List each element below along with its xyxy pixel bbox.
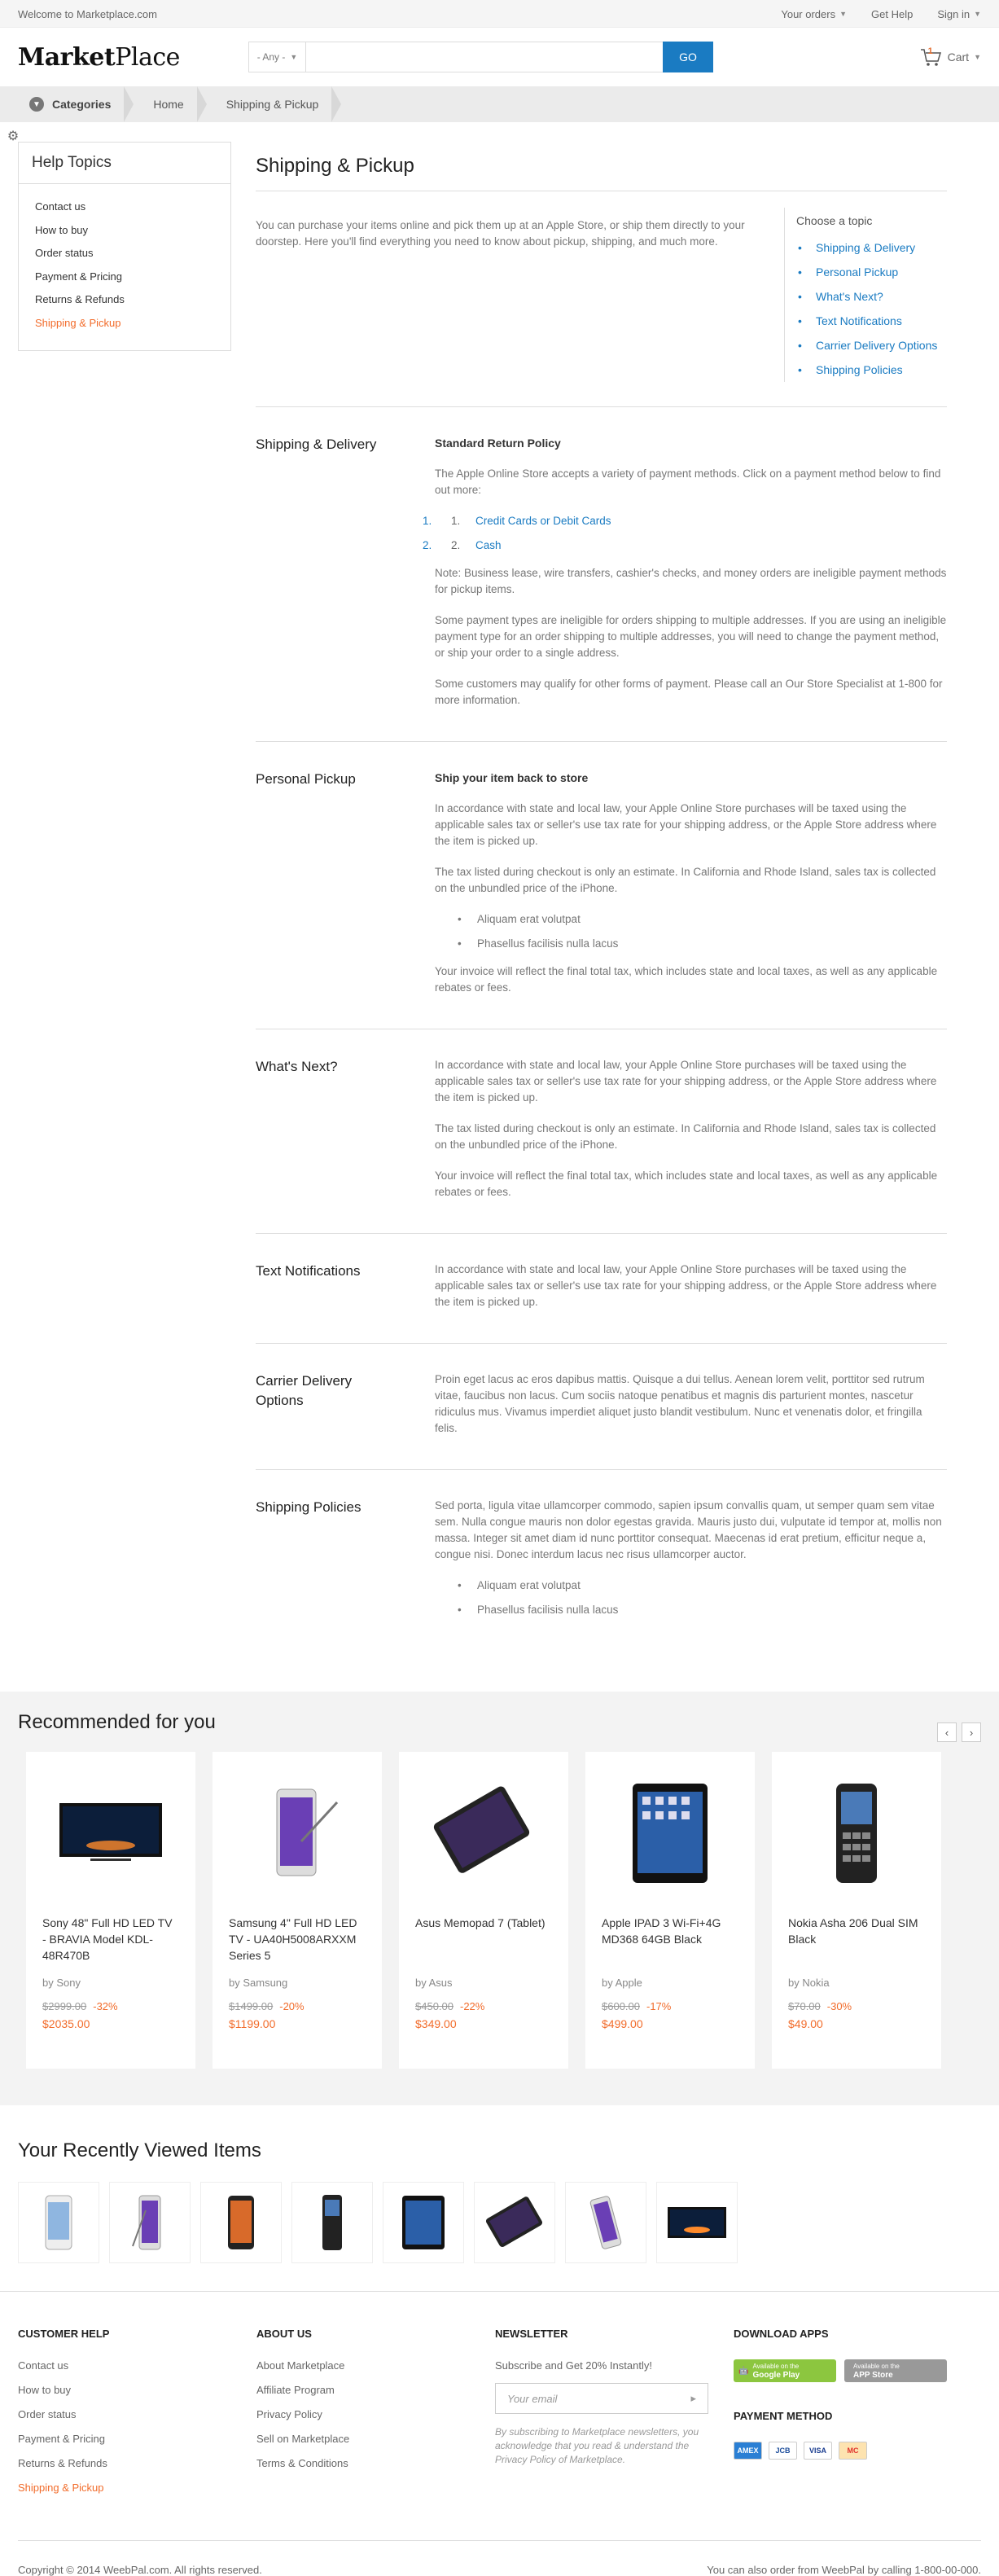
welcome-text: Welcome to Marketplace.com <box>18 7 157 20</box>
page-title: Shipping & Pickup <box>256 142 947 191</box>
newsletter-email-input[interactable] <box>495 2383 708 2414</box>
footer-apps-title: DOWNLOAD APPS <box>734 2328 829 2340</box>
chevron-down-icon: ▼ <box>839 10 848 18</box>
payment-link-label: Credit Cards or Debit Cards <box>475 515 611 527</box>
jcb-icon: JCB <box>769 2442 797 2460</box>
arrow-down-circle-icon: ▼ <box>29 97 44 112</box>
product-discount: -20% <box>279 2000 305 2012</box>
chevron-down-icon: ▼ <box>974 53 981 61</box>
cart-count-badge: 1 <box>927 46 933 56</box>
copyright-text: Copyright © 2014 WeebPal.com. All rights reserved. <box>18 2564 262 2576</box>
footer-help-title: CUSTOMER HELP <box>18 2328 110 2340</box>
section-paragraph: Some customers may qualify for other forms of payment. Please call an Our Store Specialist at 1-800 for more information. <box>435 678 943 706</box>
breadcrumb-home[interactable]: Home <box>134 86 206 122</box>
section-label: Shipping & Delivery <box>256 437 377 452</box>
search-bar <box>248 42 713 72</box>
list-item: • Phasellus facilisis nulla lacus <box>435 1602 947 1618</box>
product-price: $499.00 <box>602 2017 643 2030</box>
cart-label: Cart <box>947 50 970 64</box>
section-heading: Ship your item back to store <box>435 771 589 784</box>
product-name: Samsung 4" Full HD LED TV - UA40H5008ARXXM Series 5 <box>229 1916 357 1962</box>
product-discount: -30% <box>826 2000 852 2012</box>
footer-link[interactable]: Privacy Policy <box>256 2408 322 2420</box>
product-name: Asus Memopad 7 (Tablet) <box>415 1916 546 1929</box>
recommended-title: Recommended for you <box>18 1711 216 1733</box>
breadcrumb-current: Shipping & Pickup <box>207 86 342 122</box>
section-paragraph: Your invoice will reflect the final total tax, which includes state and local taxes, as well as any applicable rebates or fees. <box>435 1170 938 1198</box>
product-price: $349.00 <box>415 2017 457 2030</box>
section-personal-pickup <box>256 742 947 1029</box>
topic-list <box>784 208 947 382</box>
section-heading: Standard Return Policy <box>435 437 561 450</box>
appstore-label: APP Store <box>853 2371 893 2380</box>
section-paragraph: The Apple Online Store accepts a variety of payment methods. Click on a payment method below to find out more: <box>435 467 941 496</box>
payment-link-label: Cash <box>475 539 502 551</box>
tablet-tilted-icon <box>415 1768 552 1898</box>
gplay-small: Available on the <box>752 2363 800 2370</box>
section-label: What's Next? <box>256 1059 338 1074</box>
section-label: Text Notifications <box>256 1263 361 1279</box>
carousel-prev-button[interactable]: ‹ <box>937 1722 957 1742</box>
mastercard-icon: MC <box>839 2442 867 2460</box>
iphone-thumb-icon[interactable] <box>18 2182 99 2263</box>
search-go-button[interactable]: GO <box>663 42 713 72</box>
section-label: Personal Pickup <box>256 771 356 787</box>
product-brand: by Asus <box>415 1977 453 1989</box>
footer-link[interactable]: Payment & Pricing <box>18 2433 105 2445</box>
sidebar-item-shipping[interactable]: Shipping & Pickup <box>35 316 121 329</box>
recently-viewed-title: Your Recently Viewed Items <box>18 2139 261 2161</box>
gear-icon[interactable]: ⚙ <box>5 129 21 145</box>
product-discount: -22% <box>460 2000 485 2012</box>
product-card[interactable] <box>213 1752 382 2069</box>
search-category-select[interactable] <box>249 42 306 72</box>
chevron-down-icon: ▼ <box>974 10 981 18</box>
feature-phone-icon <box>788 1768 925 1898</box>
product-old-price: $450.00 <box>415 2000 453 2012</box>
footer-newsletter-title: NEWSLETTER <box>495 2328 568 2340</box>
newsletter-note: By subscribing to Marketplace newsletters, you acknowledge that you read & understand the Privacy Policy of Marketplace. <box>495 2426 699 2465</box>
footer-payment-title: PAYMENT METHOD <box>734 2410 833 2422</box>
product-brand: by Apple <box>602 1977 642 1989</box>
sidebar-item-contact[interactable]: Contact us <box>35 200 86 213</box>
intro-text: You can purchase your items online and pick them up at an Apple Store, or ship them directly to your doorstep. Here you'll find everything you need to know about pickup, shipping, and much more. <box>256 219 745 248</box>
product-old-price: $600.00 <box>602 2000 640 2012</box>
section-paragraph: In accordance with state and local law, your Apple Online Store purchases will be taxed using the applicable sales tax or seller's use tax rate for your shipping address, or the Apple Store address where the item is picked up. <box>435 1059 937 1104</box>
product-price: $1199.00 <box>229 2017 276 2030</box>
sign-in-menu[interactable] <box>937 8 981 20</box>
sidebar-item-returns[interactable]: Returns & Refunds <box>35 293 125 305</box>
footer-link[interactable]: Sell on Marketplace <box>256 2433 350 2445</box>
sidebar-item-order-status[interactable]: Order status <box>35 247 94 259</box>
topic-link-text[interactable]: • Text Notifications <box>796 309 947 333</box>
carousel-next-button[interactable]: › <box>962 1722 981 1742</box>
topic-link-carrier[interactable]: • Carrier Delivery Options <box>796 333 947 358</box>
footer-link[interactable]: Terms & Conditions <box>256 2457 348 2469</box>
product-brand: by Sony <box>42 1977 81 1989</box>
topic-link-pickup[interactable]: • Personal Pickup <box>796 260 947 284</box>
help-content <box>256 142 947 1659</box>
chevron-down-icon: ▼ <box>290 53 298 61</box>
submit-arrow-icon[interactable]: ▸ <box>690 2392 696 2404</box>
sidebar-title: Help Topics <box>19 143 230 184</box>
cart-button[interactable] <box>918 45 981 69</box>
list-item: • Phasellus facilisis nulla lacus <box>435 936 947 952</box>
footer <box>0 2291 999 2576</box>
phone-stylus-thumb-icon[interactable] <box>109 2182 191 2263</box>
product-discount: -17% <box>646 2000 672 2012</box>
list-item: • Aliquam erat volutpat <box>435 911 947 928</box>
main-content <box>18 122 981 1659</box>
android-icon: 🤖 <box>738 2366 749 2376</box>
product-brand: by Nokia <box>788 1977 830 1989</box>
footer-link[interactable]: Order status <box>18 2408 77 2420</box>
ipad-thumb-icon[interactable] <box>383 2182 464 2263</box>
section-paragraph: The tax listed during checkout is only an estimate. In California and Rhode Island, sales tax is collected on the unbundled price of the iPhone. <box>435 866 936 894</box>
tv-icon <box>42 1768 179 1898</box>
section-paragraph: The tax listed during checkout is only an estimate. In California and Rhode Island, sales tax is collected on the unbundled price of the iPhone. <box>435 1122 936 1151</box>
section-whats-next <box>256 1029 947 1234</box>
recently-viewed-section <box>18 2105 981 2263</box>
section-paragraph: In accordance with state and local law, your Apple Online Store purchases will be taxed using the applicable sales tax or seller's use tax rate for your shipping address, or the Apple Store address where the item is picked up. <box>435 1263 937 1308</box>
section-paragraph: Proin eget lacus ac eros dapibus mattis. Quisque a dui tellus. Aenean lorem velit, porttitor sed rutrum vitae, faucibus non lacus. Cum sociis natoque penatibus et magnis dis parturient montes, nascetur ridiculus mus. Vivamus imperdiet aliquet justo blandit vestibulum. Nunc et venenatis dolor, et fringilla felis. <box>435 1373 925 1434</box>
section-paragraph: Sed porta, ligula vitae ullamcorper commodo, sapien ipsum convallis quam, ut semper quam sem vitae sem. Nulla congue mauris non dolor egestas gravida. Mauris justo dui, vulputate id tempor at, mollis non massa. Integer sit amet diam id nunc porttitor consequat. Maecenas id erat pretium, efficitur neque a, congue nisi. Donec interdum lacus nec risus ullamcorper auctor. <box>435 1499 942 1560</box>
product-price: $2035.00 <box>42 2017 90 2030</box>
search-category-value: - Any - <box>256 51 286 63</box>
recommended-section <box>0 1692 999 2105</box>
section-label: Carrier Delivery Options <box>256 1373 353 1408</box>
topic-link-policies[interactable]: • Shipping Policies <box>796 358 947 382</box>
topic-list-title: Choose a topic <box>796 214 873 227</box>
payment-link-cards[interactable]: 1. 1. Credit Cards or Debit Cards <box>435 513 947 529</box>
product-card[interactable] <box>26 1752 195 2069</box>
logo-light: Place <box>115 42 180 72</box>
product-brand: by Samsung <box>229 1977 288 1989</box>
header <box>0 28 999 86</box>
topic-link-delivery[interactable]: • Shipping & Delivery <box>796 235 947 260</box>
list-item: • Aliquam erat volutpat <box>435 1578 947 1594</box>
intro-block <box>256 191 947 407</box>
product-card[interactable] <box>399 1752 568 2069</box>
ipad-icon <box>602 1768 738 1898</box>
smartphone-thumb-icon[interactable] <box>200 2182 282 2263</box>
appstore-small: Available on the <box>853 2363 900 2370</box>
your-orders-label: Your orders <box>781 7 836 20</box>
section-text-notifications <box>256 1234 947 1344</box>
product-old-price: $1499.00 <box>229 2000 274 2012</box>
payment-link-cash[interactable]: 2. 2. Cash <box>435 538 947 554</box>
footer-link[interactable]: Shipping & Pickup <box>18 2482 104 2494</box>
logo-bold: Market <box>18 42 116 72</box>
help-topics-sidebar <box>18 142 231 351</box>
tablet-thumb-icon[interactable] <box>474 2182 555 2263</box>
email-placeholder: Your email <box>507 2392 558 2405</box>
breadcrumb <box>0 86 999 122</box>
product-price: $49.00 <box>788 2017 823 2030</box>
logo[interactable] <box>18 43 248 72</box>
categories-label: Categories <box>52 98 112 111</box>
product-name: Nokia Asha 206 Dual SIM Black <box>788 1916 918 1946</box>
section-label: Shipping Policies <box>256 1499 361 1515</box>
feature-phone-thumb-icon[interactable] <box>291 2182 373 2263</box>
google-play-button[interactable] <box>734 2359 836 2382</box>
cart-icon <box>918 45 943 69</box>
categories-menu[interactable] <box>18 86 134 122</box>
product-card[interactable] <box>772 1752 941 2069</box>
newsletter-text: Subscribe and Get 20% Instantly! <box>495 2359 652 2372</box>
app-store-button[interactable] <box>844 2359 947 2382</box>
section-shipping-policies <box>256 1470 947 1659</box>
sign-in-label: Sign in <box>937 7 971 20</box>
phone-stylus-thumb-icon[interactable] <box>565 2182 646 2263</box>
product-name: Apple IPAD 3 Wi-Fi+4G MD368 64GB Black <box>602 1916 721 1946</box>
product-card[interactable] <box>585 1752 755 2069</box>
get-help-link[interactable]: Get Help <box>871 7 914 20</box>
tv-thumb-icon[interactable] <box>656 2182 738 2263</box>
your-orders-menu[interactable] <box>781 8 847 20</box>
gplay-label: Google Play <box>752 2371 800 2380</box>
phone-stylus-icon <box>229 1768 366 1898</box>
footer-link[interactable]: Contact us <box>18 2359 69 2372</box>
footer-link[interactable]: Affiliate Program <box>256 2384 335 2396</box>
section-shipping-delivery <box>256 407 947 742</box>
section-paragraph: In accordance with state and local law, your Apple Online Store purchases will be taxed using the applicable sales tax or seller's use tax rate for your shipping address, or the Apple Store address where the item is picked up. <box>435 802 937 847</box>
search-input[interactable] <box>306 42 663 72</box>
order-phone-text: You can also order from WeebPal by calling 1-800-00-000. <box>707 2564 981 2576</box>
top-bar <box>0 0 999 28</box>
product-discount: -32% <box>93 2000 118 2012</box>
footer-about-title: ABOUT US <box>256 2328 312 2340</box>
product-name: Sony 48" Full HD LED TV - BRAVIA Model KDL-48R470B <box>42 1916 173 1962</box>
product-old-price: $2999.00 <box>42 2000 87 2012</box>
footer-link[interactable]: Returns & Refunds <box>18 2457 107 2469</box>
section-paragraph: Some payment types are ineligible for orders shipping to multiple addresses. If you are using an ineligible payment type for an order shipping to multiple addresses, you will need to change the payment method, or ship your order to a single address. <box>435 614 947 659</box>
sidebar-item-payment[interactable]: Payment & Pricing <box>35 270 122 283</box>
topic-link-next[interactable]: • What's Next? <box>796 284 947 309</box>
visa-icon: VISA <box>804 2442 832 2460</box>
section-carrier-options <box>256 1344 947 1470</box>
section-paragraph: Your invoice will reflect the final total tax, which includes state and local taxes, as well as any applicable rebates or fees. <box>435 965 938 994</box>
sidebar-item-how-to-buy[interactable]: How to buy <box>35 223 89 236</box>
amex-icon: AMEX <box>734 2442 762 2460</box>
product-old-price: $70.00 <box>788 2000 821 2012</box>
section-paragraph: Note: Business lease, wire transfers, cashier's checks, and money orders are ineligible payment methods for pickup items. <box>435 567 947 595</box>
footer-link[interactable]: About Marketplace <box>256 2359 345 2372</box>
footer-link[interactable]: How to buy <box>18 2384 72 2396</box>
